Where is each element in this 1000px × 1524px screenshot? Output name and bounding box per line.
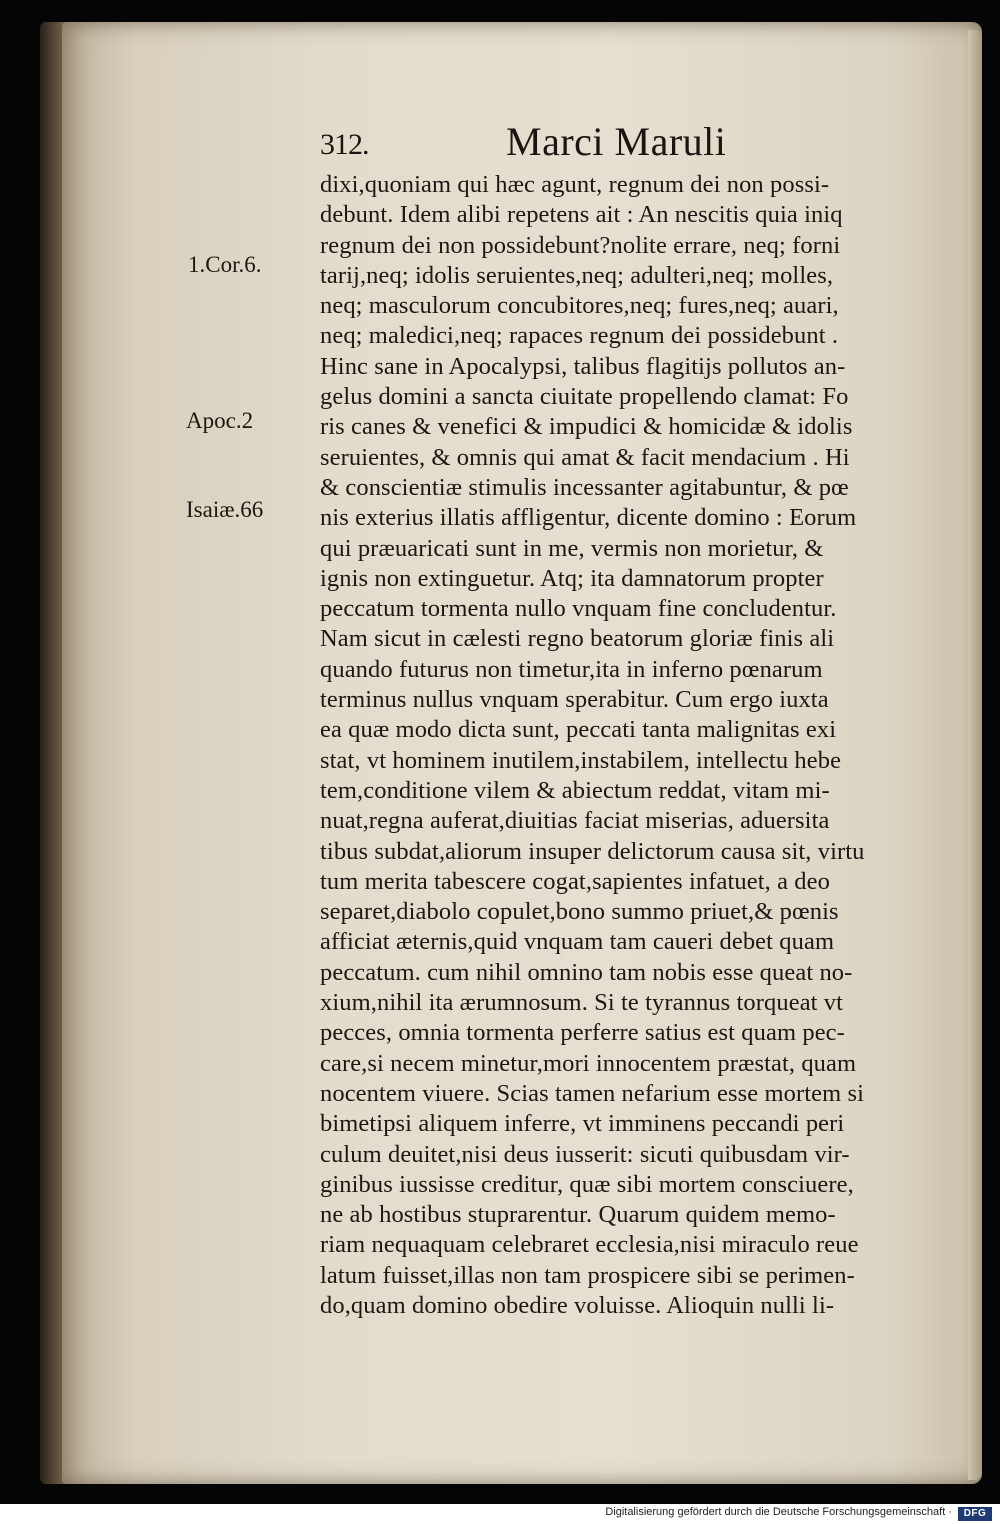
- body-text: [320, 170, 948, 1321]
- running-head: Marci Maruli: [506, 119, 727, 164]
- text-line: Nam sicut in cælesti regno beatorum gloriæ finis ali: [320, 625, 835, 653]
- text-line: tibus subdat,aliorum insuper delictorum causa sit, virtu: [320, 837, 865, 865]
- text-line: neq; maledici,neq; rapaces regnum dei possidebunt .: [320, 322, 839, 350]
- text-line: peccatum tormenta nullo vnquam fine concludentur.: [320, 595, 837, 623]
- text-line: peccatum. cum nihil omnino tam nobis esse queat no-: [320, 958, 853, 986]
- text-line: qui præuaricati sunt in me, vermis non morietur, &: [320, 534, 824, 562]
- text-line: afficiat æternis,quid vnquam tam caueri debet quam: [320, 928, 835, 956]
- margin-note-apocalypse: Apoc.2: [186, 408, 254, 433]
- text-line: culum deuitet,nisi deus iusserit: sicuti quibusdam vir-: [320, 1140, 850, 1168]
- text-line: ginibus iussisse creditur, quæ sibi mortem consciuere,: [320, 1170, 854, 1198]
- text-line: ne ab hostibus stuprarentur. Quarum quidem memo-: [320, 1201, 836, 1229]
- text-line: debunt. Idem alibi repetens ait : An nescitis quia iniq: [320, 201, 843, 229]
- text-line: quando futurus non timetur,ita in inferno pœnarum: [320, 655, 823, 683]
- text-line: pecces, omnia tormenta perferre satius est quam pec-: [320, 1019, 845, 1047]
- text-line: dixi,quoniam qui hæc agunt, regnum dei non possi-: [320, 171, 830, 198]
- text-line: ea quæ modo dicta sunt, peccati tanta malignitas exi: [320, 716, 837, 744]
- text-line: xium,nihil ita ærumnosum. Si te tyrannus torqueat vt: [320, 989, 844, 1017]
- digitization-footer: [0, 1504, 1000, 1524]
- text-line: Hinc sane in Apocalypsi, talibus flagitijs pollutos an-: [320, 352, 846, 380]
- text-line: care,si necem minetur,mori innocentem præstat, quam: [320, 1049, 857, 1077]
- margin-note-isaiah: Isaiæ.66: [186, 497, 264, 522]
- text-line: latum fuisset,illas non tam prospicere sibi se perimen-: [320, 1261, 855, 1289]
- text-line: bimetipsi aliquem inferre, vt imminens peccandi peri: [320, 1110, 845, 1138]
- text-line: neq; masculorum concubitores,neq; fures,neq; auari,: [320, 292, 839, 320]
- margin-note-corinthians: 1.Cor.6.: [188, 252, 262, 277]
- text-line: nis exterius illatis affligentur, dicente domino : Eorum: [320, 504, 857, 532]
- text-line: nuat,regna auferat,diuitias faciat miserias, aduersita: [320, 807, 830, 835]
- text-line: tum merita tabescere cogat,sapientes infatuet, a deo: [320, 867, 830, 895]
- text-line: gelus domini a sancta ciuitate propellendo clamat: Fo: [320, 383, 849, 411]
- page-right-edge: [968, 30, 982, 1480]
- text-line: do,quam domino obedire voluisse. Alioquin nulli li-: [320, 1291, 835, 1319]
- text-line: stat, vt hominem inutilem,instabilem, intellectu hebe: [320, 746, 842, 774]
- text-line: & conscientiæ stimulis incessanter agitabuntur, & pœ: [320, 473, 849, 501]
- text-line: nocentem viuere. Scias tamen nefarium esse mortem si: [320, 1079, 865, 1107]
- page-header: [320, 118, 940, 174]
- text-line: ignis non extinguetur. Atq; ita damnatorum propter: [320, 564, 824, 592]
- text-line: terminus nullus vnquam sperabitur. Cum ergo iuxta: [320, 686, 829, 714]
- text-line: regnum dei non possidebunt?nolite errare, neq; forni: [320, 231, 841, 259]
- dfg-logo: DFG: [958, 1507, 992, 1521]
- text-line: riam nequaquam celebraret ecclesia,nisi miraculo reue: [320, 1231, 859, 1259]
- text-line: tarij,neq; idolis seruientes,neq; adulteri,neq; molles,: [320, 261, 834, 289]
- page-number: 312.: [320, 128, 369, 161]
- funding-credit: Digitalisierung gefördert durch die Deutsche Forschungsgemeinschaft ·: [605, 1506, 952, 1518]
- text-line: ris canes & venefici & impudici & homicidæ & idolis: [320, 413, 853, 441]
- text-line: separet,diabolo copulet,bono summo priuet,& pœnis: [320, 898, 839, 926]
- text-line: seruientes, & omnis qui amat & facit mendacium . Hi: [320, 443, 850, 471]
- text-line: tem,conditione vilem & abiectum reddat, vitam mi-: [320, 776, 830, 804]
